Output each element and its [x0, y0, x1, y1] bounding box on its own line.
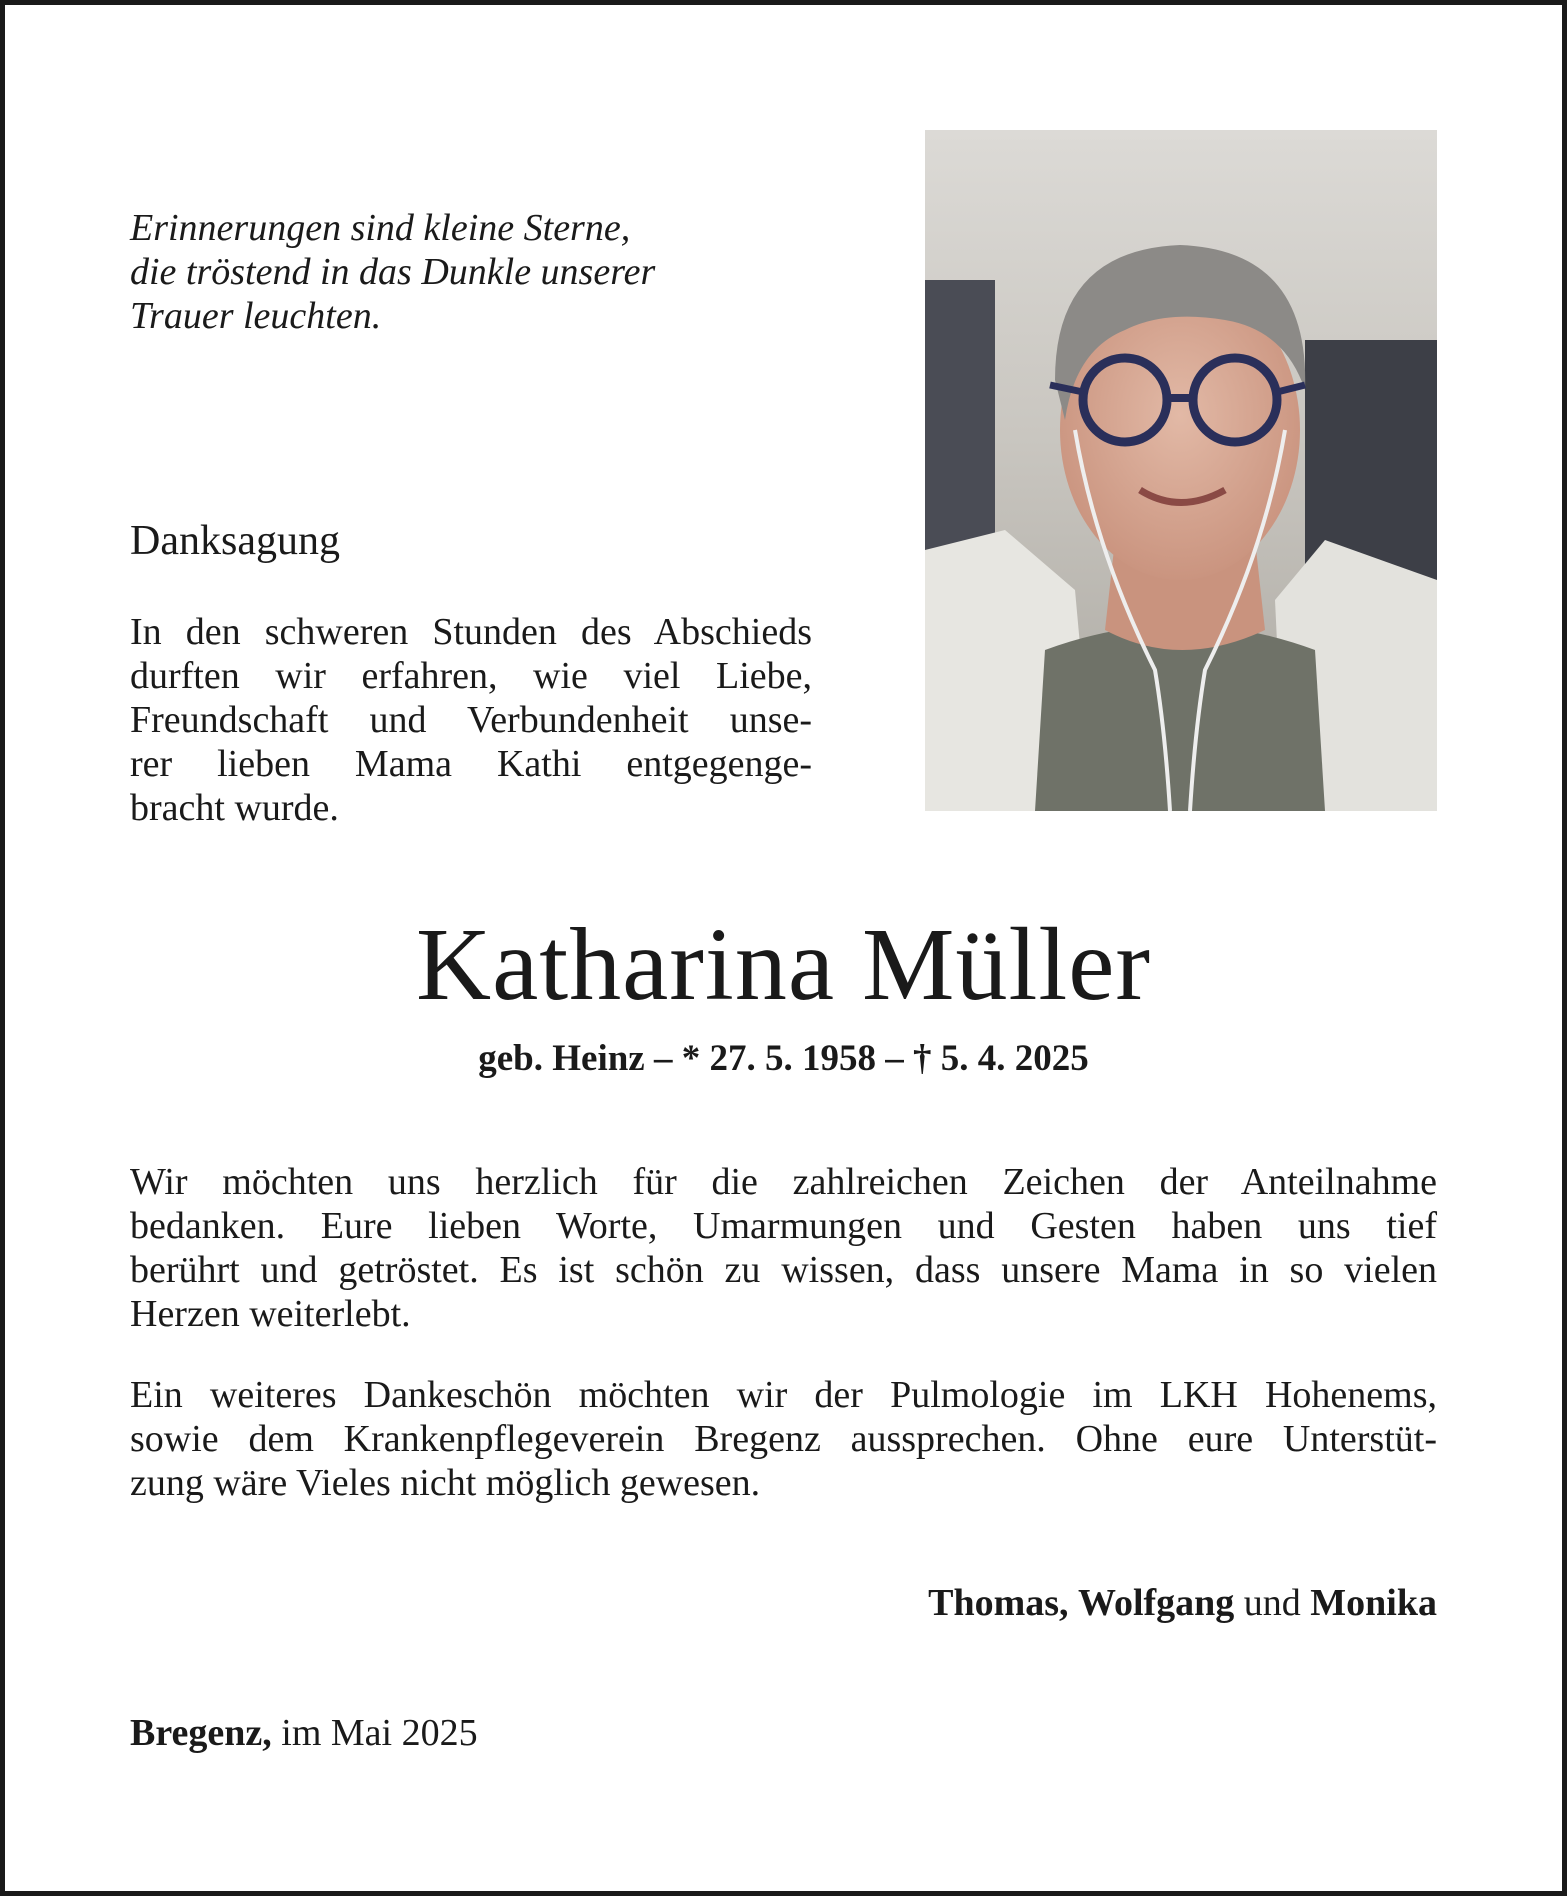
memorial-quote	[130, 206, 730, 338]
paragraph-line: berührt und getröstet. Es ist schön zu wissen, dass unsere Mama in so vielen	[130, 1249, 1437, 1291]
paragraph-line: Wir möchten uns herzlich für die zahlreichen Zeichen der Anteilnahme	[130, 1161, 1437, 1203]
signature-name: Thomas,	[928, 1582, 1069, 1624]
place-month: im Mai 2025	[281, 1712, 478, 1754]
quote-line: Erinnerungen sind kleine Sterne,	[130, 207, 631, 249]
place-date	[130, 1710, 478, 1756]
signature-connector: und	[1243, 1582, 1301, 1624]
thanks-paragraph-1	[130, 1160, 1437, 1336]
paragraph-line: Herzen weiterlebt.	[130, 1293, 411, 1335]
paragraph-line: zung wäre Vieles nicht möglich gewesen.	[130, 1462, 761, 1504]
intro-line: bracht wurde.	[130, 787, 339, 829]
portrait-illustration	[925, 130, 1437, 811]
family-signature	[928, 1580, 1437, 1626]
quote-line: die tröstend in das Dunkle unserer	[130, 251, 656, 293]
intro-paragraph	[130, 610, 812, 830]
thanks-paragraph-2	[130, 1373, 1437, 1505]
signature-name: Monika	[1310, 1582, 1437, 1624]
intro-line: durften wir erfahren, wie viel Liebe,	[130, 655, 812, 697]
paragraph-line: bedanken. Eure lieben Worte, Umarmungen und Gesten haben uns tief	[130, 1205, 1437, 1247]
section-heading: Danksagung	[130, 518, 340, 564]
signature-name: Wolfgang	[1078, 1582, 1235, 1624]
quote-line: Trauer leuchten.	[130, 295, 382, 337]
paragraph-line: Ein weiteres Dankeschön möchten wir der Pulmologie im LKH Hohenems,	[130, 1374, 1437, 1416]
portrait-photo	[925, 130, 1437, 811]
birth-death-dates: geb. Heinz – * 27. 5. 1958 – † 5. 4. 2025	[478, 1038, 1089, 1079]
intro-line: rer lieben Mama Kathi entgegenge-	[130, 743, 812, 785]
intro-line: In den schweren Stunden des Abschieds	[130, 611, 812, 653]
paragraph-line: sowie dem Krankenpflegeverein Bregenz aussprechen. Ohne eure Unterstüt-	[130, 1418, 1437, 1460]
intro-line: Freundschaft und Verbundenheit unse-	[130, 699, 812, 741]
place-city: Bregenz,	[130, 1712, 272, 1754]
deceased-name: Katharina Müller	[415, 907, 1152, 1022]
